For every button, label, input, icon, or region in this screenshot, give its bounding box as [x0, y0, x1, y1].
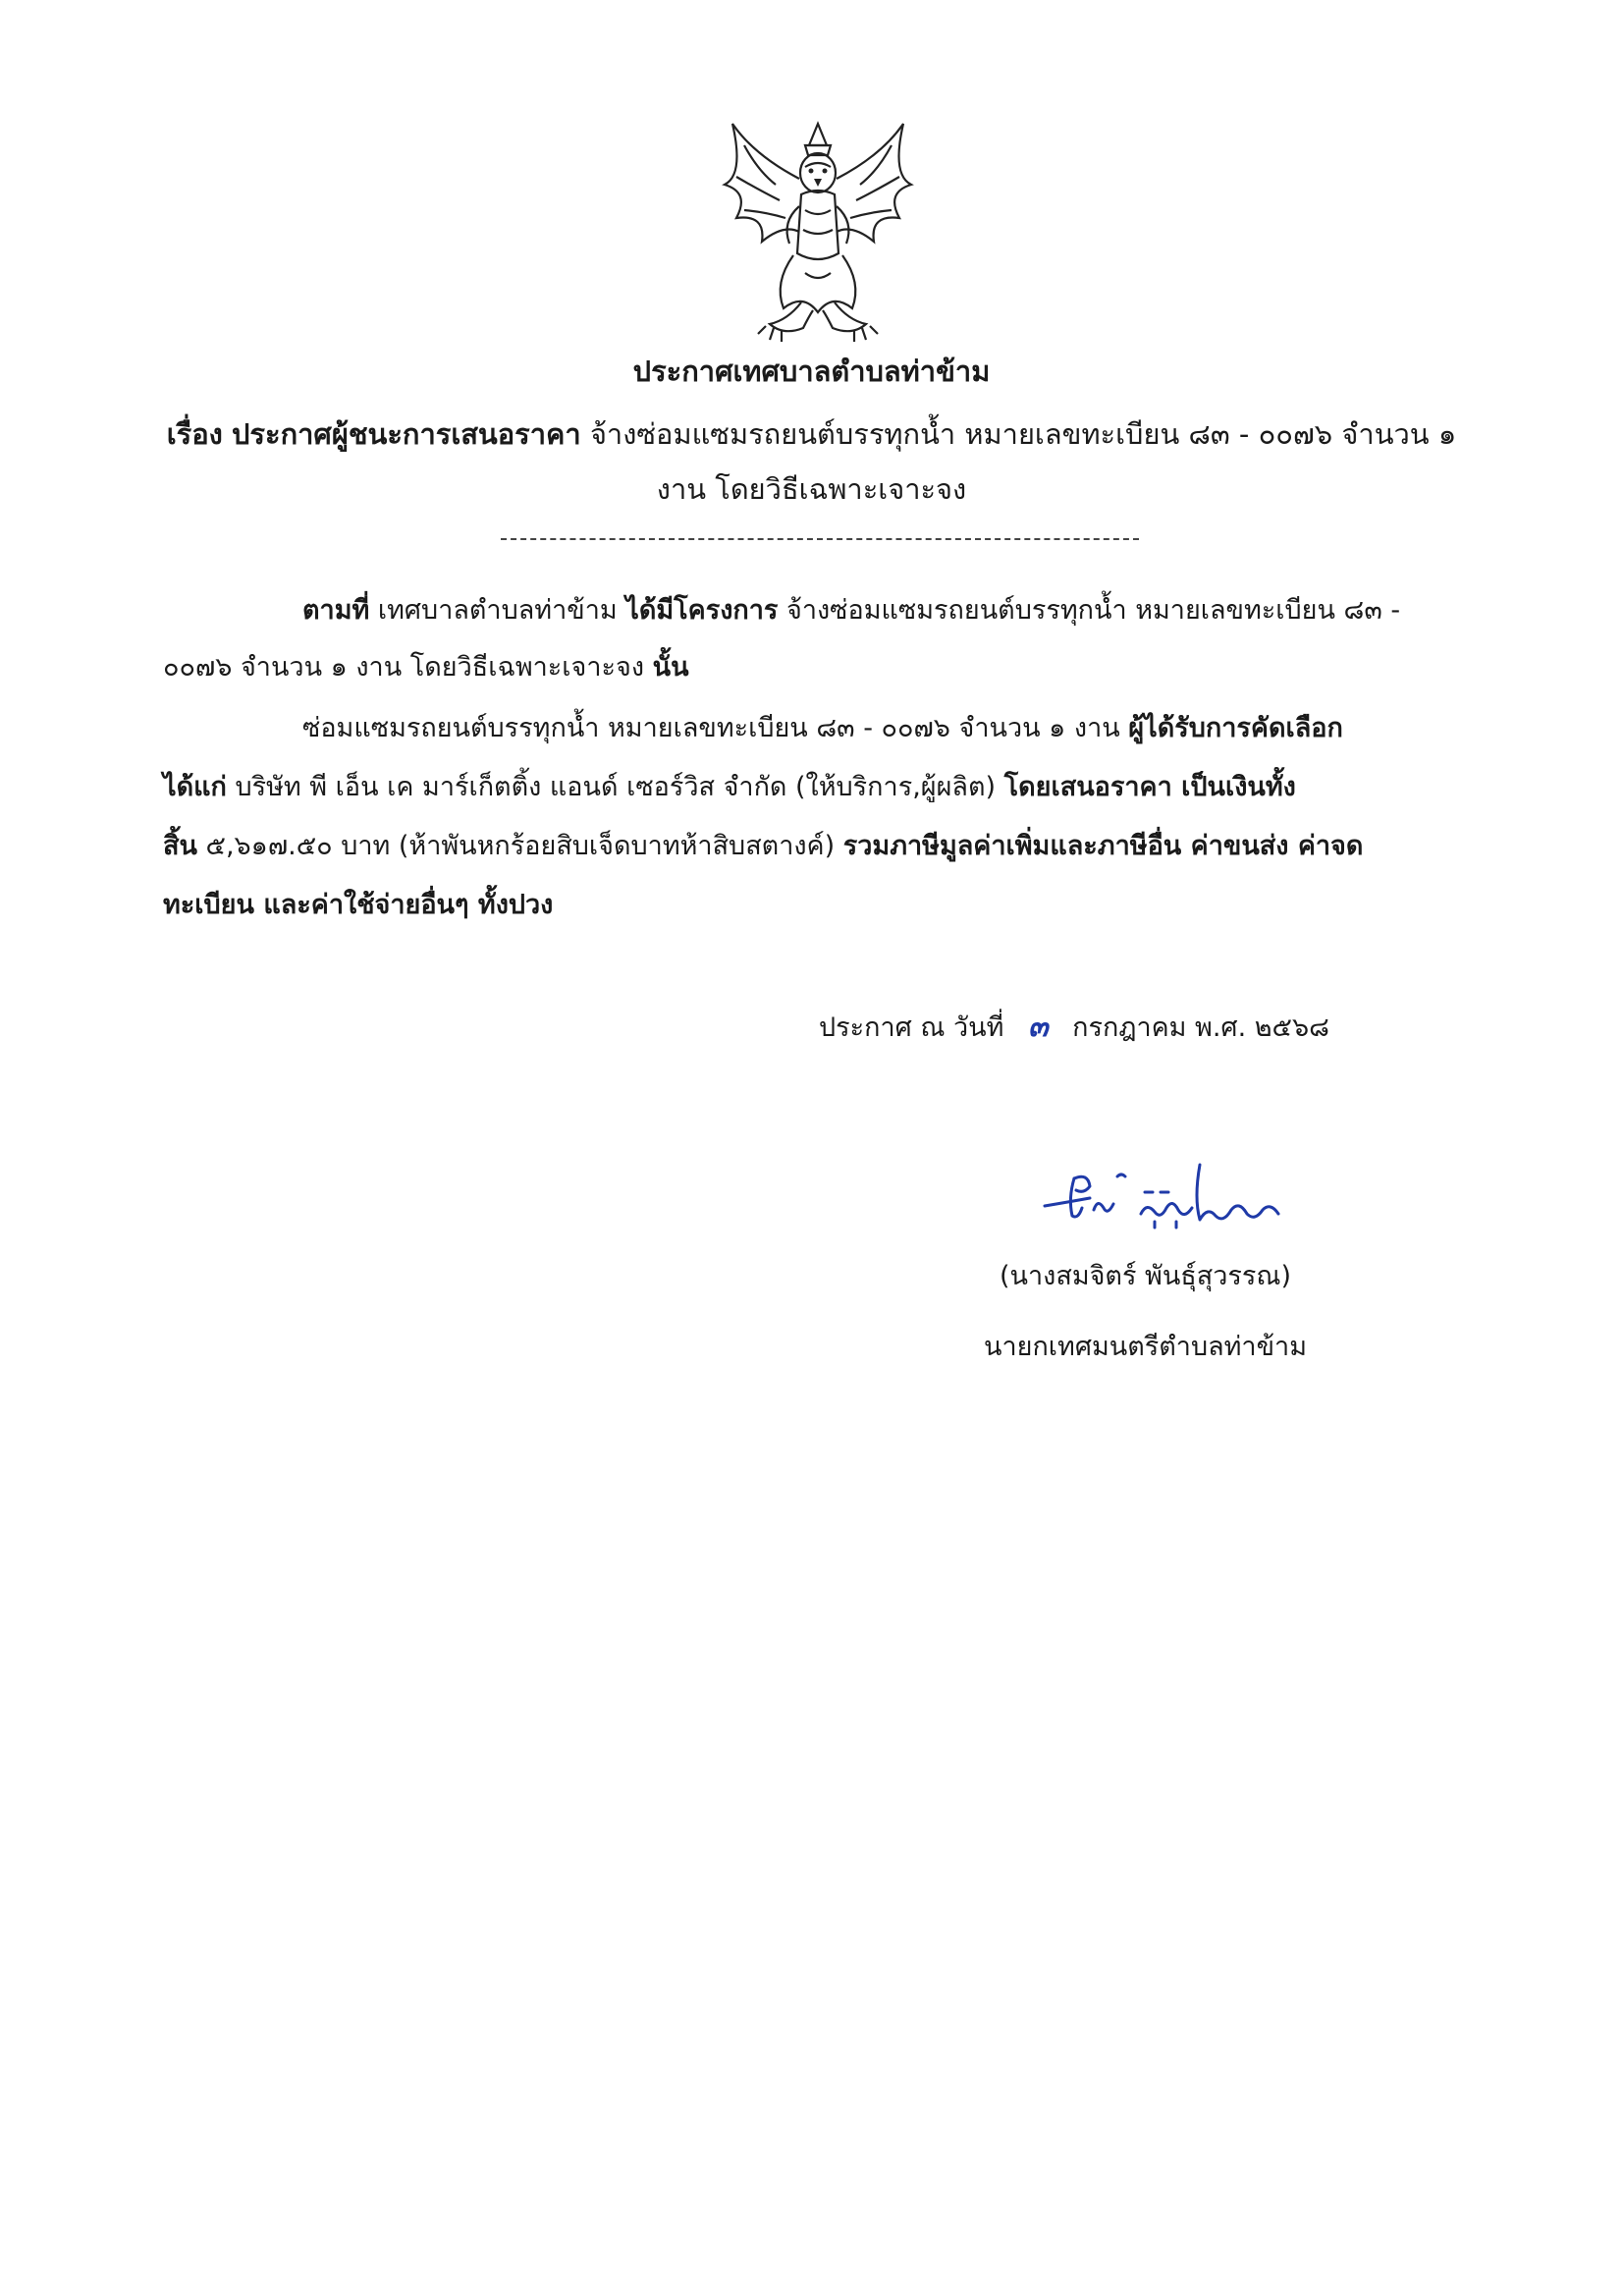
para2-line3-rest: รวมภาษีมูลค่าเพิ่มและภาษีอื่น ค่าขนส่ง ค่าจด [842, 831, 1364, 861]
para2-line2-lead: ได้แก่ [163, 772, 227, 802]
title-text: ประกาศเทศบาลตำบลท่าข้าม [632, 355, 991, 388]
para2-company: บริษัท พี เอ็น เค มาร์เก็ตติ้ง แอนด์ เซอร์วิส จำกัด (ให้บริการ,ผู้ผลิต) [235, 772, 997, 802]
para1-org: เทศบาลตำบลท่าข้าม [377, 595, 618, 626]
para1-line1-rest: จ้างซ่อมแซมรถยนต์บรรทุกน้ำ หมายเลขทะเบียน ๘๓ - [786, 595, 1401, 626]
paragraph-2-line-1 [302, 709, 1343, 748]
signer-position-text: นายกเทศมนตรีตำบลท่าข้าม [984, 1332, 1307, 1362]
signature-icon [1039, 1159, 1304, 1237]
subject-line-2 [0, 469, 1623, 509]
para1-lead: ตามที่ [302, 595, 370, 626]
subject-text-2: งาน โดยวิธีเฉพาะเจาะจง [656, 472, 967, 506]
paragraph-1-line-2 [163, 648, 689, 687]
para2-line1: ซ่อมแซมรถยนต์บรรทุกน้ำ หมายเลขทะเบียน ๘๓ - ๐๐๗๖ จำนวน ๑ งาน [302, 713, 1120, 743]
para2-line2-bold: โดยเสนอราคา เป็นเงินทั้ง [1003, 772, 1296, 802]
subject-line-1 [0, 414, 1623, 454]
date-day: ๓ [1028, 1010, 1049, 1044]
subject-label: เรื่อง [166, 417, 223, 451]
date-prefix: ประกาศ ณ วันที่ [819, 1012, 1004, 1043]
document-title [0, 352, 1623, 391]
para1-mid: ได้มีโครงการ [625, 595, 779, 626]
para1-line2: ๐๐๗๖ จำนวน ๑ งาน โดยวิธีเฉพาะเจาะจง [163, 652, 645, 683]
signer-name [1000, 1257, 1291, 1296]
paragraph-2-line-2 [163, 768, 1296, 807]
signer-position [984, 1328, 1307, 1367]
paragraph-2-line-4 [163, 886, 553, 925]
para2-line3-lead: สิ้น [163, 831, 197, 861]
subject-text-1: จ้างซ่อมแซมรถยนต์บรรทุกน้ำ หมายเลขทะเบียน ๘๓ - ๐๐๗๖ จำนวน ๑ [589, 417, 1457, 451]
paragraph-1-line-1 [302, 591, 1400, 630]
paragraph-2-line-3 [163, 827, 1363, 866]
divider [501, 538, 1139, 540]
para2-line1-bold: ผู้ได้รับการคัดเลือก [1128, 713, 1343, 743]
announcement-date [819, 1008, 1329, 1048]
date-month-year: กรกฎาคม พ.ศ. ๒๕๖๘ [1072, 1012, 1329, 1043]
signer-name-text: (นางสมจิตร์ พันธุ์สุวรรณ) [1000, 1261, 1292, 1291]
garuda-emblem-icon [715, 116, 921, 348]
subject-heading: ประกาศผู้ชนะการเสนอราคา [232, 417, 581, 451]
para1-line2-end: นั้น [652, 652, 689, 683]
para2-line4: ทะเบียน และค่าใช้จ่ายอื่นๆ ทั้งปวง [163, 890, 554, 920]
para2-amount: ๕,๖๑๗.๕๐ บาท (ห้าพันหกร้อยสิบเจ็ดบาทห้าสิบสตางค์) [205, 831, 836, 861]
